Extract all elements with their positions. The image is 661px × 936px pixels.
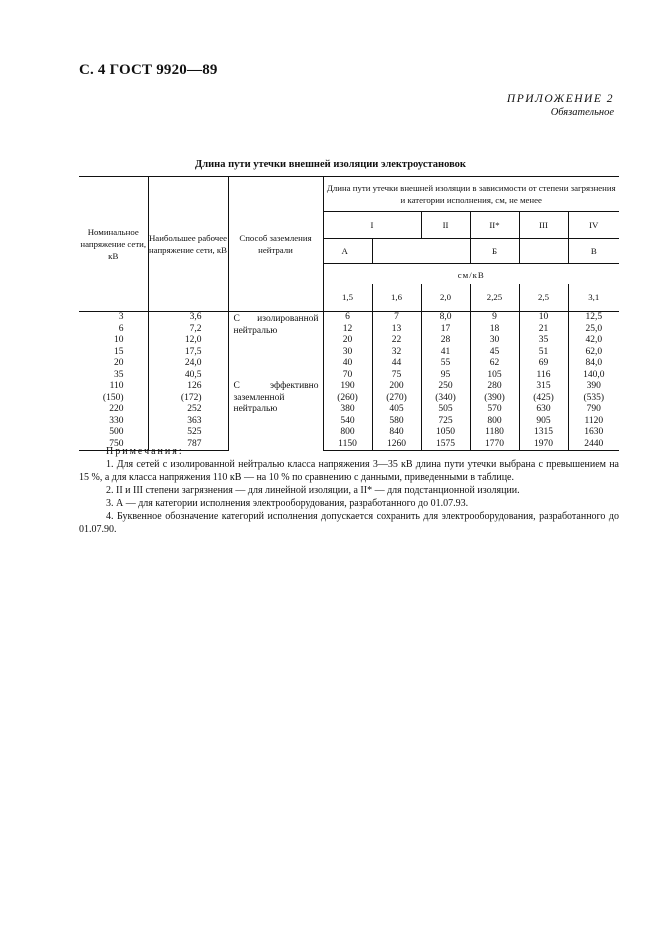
degree-II: II xyxy=(421,212,470,239)
ratio-5: 2,5 xyxy=(519,284,568,312)
cell-method-isolated: С изолированной нейтралью xyxy=(228,312,323,382)
cell-value: 8,0 xyxy=(421,312,470,324)
cell-value: 7 xyxy=(372,312,421,324)
cell-max: 126 xyxy=(148,381,228,393)
cell-value: 18 xyxy=(470,324,519,336)
cell-value: 105 xyxy=(470,370,519,382)
cell-value: 84,0 xyxy=(568,358,619,370)
cell-nominal: 3 xyxy=(79,312,148,324)
cell-nominal: 330 xyxy=(79,416,148,428)
cell-max: 525 xyxy=(148,427,228,439)
cell-value: 42,0 xyxy=(568,335,619,347)
cell-value: 9 xyxy=(470,312,519,324)
cell-value: 380 xyxy=(323,404,372,416)
page-header: С. 4 ГОСТ 9920—89 xyxy=(79,62,218,78)
table-row xyxy=(79,393,619,405)
cell-value: 30 xyxy=(470,335,519,347)
cell-value: 44 xyxy=(372,358,421,370)
cell-value: 28 xyxy=(421,335,470,347)
cell-value: 95 xyxy=(421,370,470,382)
table-title: Длина пути утечки внешней изоляции электроустановок xyxy=(195,159,466,170)
ratio-4: 2,25 xyxy=(470,284,519,312)
category-V: В xyxy=(568,239,619,264)
cell-value: 116 xyxy=(519,370,568,382)
cell-value: 1970 xyxy=(519,439,568,451)
col-nominal-header: Номинальное напряжение сети, кВ xyxy=(79,177,148,312)
ratio-2: 1,6 xyxy=(372,284,421,312)
table-row xyxy=(79,358,619,370)
notes-heading: Примечания: xyxy=(106,446,184,457)
cell-value: 40 xyxy=(323,358,372,370)
cell-max: 17,5 xyxy=(148,347,228,359)
cell-value: 41 xyxy=(421,347,470,359)
cell-value: 1575 xyxy=(421,439,470,451)
note-item: 2. II и III степени загрязнения — для линейной изоляции, а II* — для подстанционной изоляции. xyxy=(106,485,520,496)
cell-value: 280 xyxy=(470,381,519,393)
table-row xyxy=(79,416,619,428)
cell-value: 315 xyxy=(519,381,568,393)
degree-IV: IV xyxy=(568,212,619,239)
cell-nominal: (150) xyxy=(79,393,148,405)
cell-max: 40,5 xyxy=(148,370,228,382)
table-row xyxy=(79,347,619,359)
cell-value: 1180 xyxy=(470,427,519,439)
cell-value: 22 xyxy=(372,335,421,347)
cell-max: 7,2 xyxy=(148,324,228,336)
degree-I: I xyxy=(323,212,421,239)
cell-max: (172) xyxy=(148,393,228,405)
category-blank-1 xyxy=(372,239,421,264)
cell-value: 1770 xyxy=(470,439,519,451)
appendix-subtitle: Обязательное xyxy=(550,107,614,118)
cell-value: 405 xyxy=(372,404,421,416)
ratio-1: 1,5 xyxy=(323,284,372,312)
cell-value: 570 xyxy=(470,404,519,416)
cell-value: (425) xyxy=(519,393,568,405)
cell-value: 2440 xyxy=(568,439,619,451)
cell-value: (260) xyxy=(323,393,372,405)
cell-nominal: 6 xyxy=(79,324,148,336)
col-leakage-header: Длина пути утечки внешней изоляции в зависимости от степени загрязнения и категории исполнения, см, не менее xyxy=(323,177,619,212)
cell-value: 800 xyxy=(470,416,519,428)
cell-value: 55 xyxy=(421,358,470,370)
cell-value: 12 xyxy=(323,324,372,336)
ratio-6: 3,1 xyxy=(568,284,619,312)
note-item: 3. А — для категории исполнения электрооборудования, разработанного до 01.07.93. xyxy=(106,498,469,509)
table-body xyxy=(79,312,619,451)
category-B: Б xyxy=(470,239,519,264)
cell-value: 905 xyxy=(519,416,568,428)
cell-value: 51 xyxy=(519,347,568,359)
category-blank-3 xyxy=(519,239,568,264)
cell-nominal: 20 xyxy=(79,358,148,370)
cell-value: 800 xyxy=(323,427,372,439)
cell-value: 62,0 xyxy=(568,347,619,359)
cell-value: 12,5 xyxy=(568,312,619,324)
table-row xyxy=(79,312,619,324)
cell-method-grounded: С эффективно заземленной нейтралью xyxy=(228,381,323,451)
cell-value: 580 xyxy=(372,416,421,428)
cell-nominal: 750 xyxy=(79,439,148,451)
note-item: 4. Буквенное обозначение категорий исполнения допускается сохранить для электрооборудования, разработанного до 01.07.90. xyxy=(79,511,619,535)
cell-value: 725 xyxy=(421,416,470,428)
table-row xyxy=(79,381,619,393)
table-row xyxy=(79,427,619,439)
cell-value: 20 xyxy=(323,335,372,347)
cell-value: (390) xyxy=(470,393,519,405)
cell-nominal: 10 xyxy=(79,335,148,347)
cell-value: (340) xyxy=(421,393,470,405)
cell-max: 363 xyxy=(148,416,228,428)
cell-max: 252 xyxy=(148,404,228,416)
cell-value: 6 xyxy=(323,312,372,324)
cell-value: 630 xyxy=(519,404,568,416)
cell-nominal: 15 xyxy=(79,347,148,359)
cell-value: 1150 xyxy=(323,439,372,451)
cell-value: 25,0 xyxy=(568,324,619,336)
cell-nominal: 500 xyxy=(79,427,148,439)
table-row xyxy=(79,324,619,336)
cell-value: 32 xyxy=(372,347,421,359)
cell-value: 1120 xyxy=(568,416,619,428)
cell-value: 62 xyxy=(470,358,519,370)
cell-max: 24,0 xyxy=(148,358,228,370)
col-method-header: Способ заземления нейтрали xyxy=(228,177,323,312)
table-header xyxy=(79,177,619,312)
cell-value: 35 xyxy=(519,335,568,347)
cell-value: 190 xyxy=(323,381,372,393)
cell-max: 3,6 xyxy=(148,312,228,324)
cell-nominal: 35 xyxy=(79,370,148,382)
category-A: А xyxy=(323,239,372,264)
table-row xyxy=(79,404,619,416)
cell-max: 787 xyxy=(148,439,228,451)
leakage-table xyxy=(79,176,619,451)
cell-value: (535) xyxy=(568,393,619,405)
unit-label: см/кВ xyxy=(323,264,619,284)
category-blank-2 xyxy=(421,239,470,264)
cell-value: 70 xyxy=(323,370,372,382)
cell-value: 140,0 xyxy=(568,370,619,382)
cell-value: 1630 xyxy=(568,427,619,439)
notes xyxy=(79,445,619,536)
cell-value: 30 xyxy=(323,347,372,359)
cell-max: 12,0 xyxy=(148,335,228,347)
cell-value: 1050 xyxy=(421,427,470,439)
cell-value: 75 xyxy=(372,370,421,382)
degree-III: III xyxy=(519,212,568,239)
cell-value: 390 xyxy=(568,381,619,393)
ratio-3: 2,0 xyxy=(421,284,470,312)
appendix-label xyxy=(507,92,614,120)
table-row xyxy=(79,370,619,382)
cell-value: 10 xyxy=(519,312,568,324)
cell-value: 250 xyxy=(421,381,470,393)
cell-value: 1315 xyxy=(519,427,568,439)
cell-value: 13 xyxy=(372,324,421,336)
cell-value: 45 xyxy=(470,347,519,359)
appendix-title: ПРИЛОЖЕНИЕ 2 xyxy=(506,93,614,105)
cell-value: 505 xyxy=(421,404,470,416)
cell-value: 21 xyxy=(519,324,568,336)
note-item: 1. Для сетей с изолированной нейтралью класса напряжения 3—35 кВ длина пути утечки выбрана с превышением на 15 %, а для класса напряжения 110 кВ — на 10 % по сравнению с данными, приведенными в таблице. xyxy=(79,459,619,483)
table-row xyxy=(79,335,619,347)
cell-value: 200 xyxy=(372,381,421,393)
cell-value: 790 xyxy=(568,404,619,416)
cell-value: (270) xyxy=(372,393,421,405)
cell-value: 840 xyxy=(372,427,421,439)
degree-II-star: II* xyxy=(470,212,519,239)
cell-nominal: 220 xyxy=(79,404,148,416)
cell-value: 540 xyxy=(323,416,372,428)
cell-value: 1260 xyxy=(372,439,421,451)
cell-nominal: 110 xyxy=(79,381,148,393)
cell-value: 17 xyxy=(421,324,470,336)
col-max-header: Наибольшее рабочее напряжение сети, кВ xyxy=(148,177,228,312)
cell-value: 69 xyxy=(519,358,568,370)
